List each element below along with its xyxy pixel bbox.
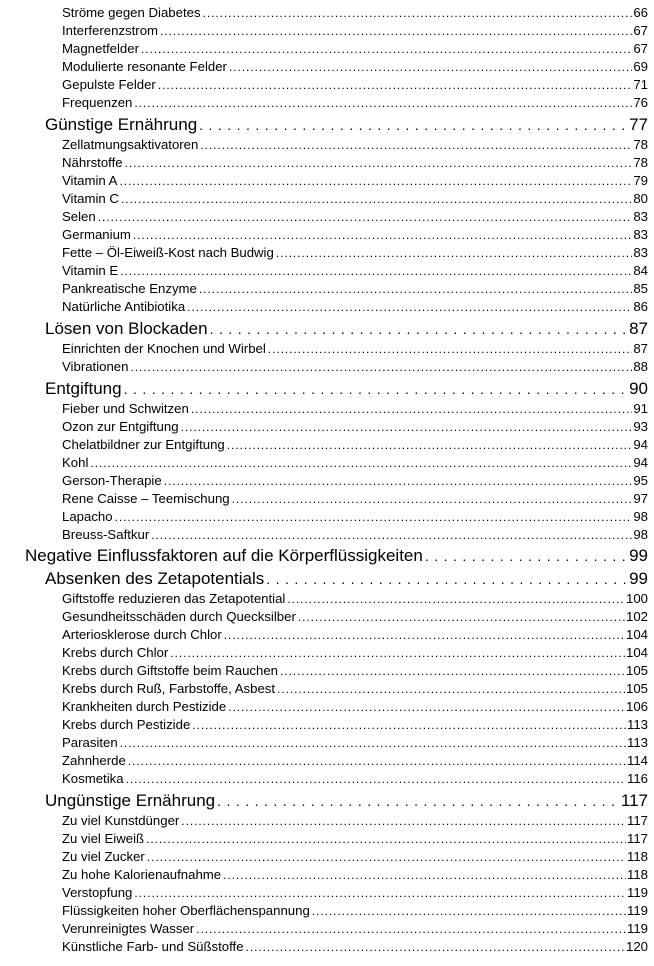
toc-entry-page-number: 69 <box>633 59 648 74</box>
dot-leader <box>126 770 626 788</box>
toc-entry-page-number: 117 <box>626 831 648 846</box>
toc-entry[interactable] <box>45 316 648 340</box>
toc-entry-title: Giftstoffe reduzieren das Zetapotential <box>62 591 286 606</box>
toc-entry-title: Kosmetika <box>62 771 124 786</box>
toc-entry-title: Nährstoffe <box>62 155 123 170</box>
toc-entry-page-number: 118 <box>626 849 648 864</box>
toc-entry[interactable] <box>62 418 648 436</box>
toc-entry-page-number: 116 <box>626 771 648 786</box>
toc-entry[interactable] <box>45 788 648 812</box>
dot-leader <box>277 680 625 698</box>
toc-entry[interactable] <box>62 262 648 280</box>
dot-leader <box>160 22 632 40</box>
toc-entry[interactable] <box>62 526 648 544</box>
toc-entry-page-number: 93 <box>633 419 648 434</box>
toc-entry-title: Gesundheitsschäden durch Quecksilber <box>62 609 296 624</box>
toc-entry-page-number: 83 <box>633 227 648 242</box>
dot-leader <box>181 418 633 436</box>
toc-entry[interactable] <box>62 154 648 172</box>
dot-leader <box>141 40 632 58</box>
toc-entry-title: Gerson-Therapie <box>62 473 162 488</box>
dot-leader <box>227 436 633 454</box>
toc-entry[interactable] <box>62 298 648 316</box>
toc-entry[interactable] <box>62 358 648 376</box>
toc-entry[interactable] <box>62 58 648 76</box>
toc-entry-title: Zellatmungsaktivatoren <box>62 137 199 152</box>
toc-entry[interactable] <box>62 172 648 190</box>
toc-entry-page-number: 67 <box>633 41 648 56</box>
dot-leader <box>121 190 632 208</box>
toc-entry-page-number: 85 <box>633 281 648 296</box>
dot-leader <box>134 884 626 902</box>
table-of-contents <box>0 4 654 956</box>
toc-entry-title: Vibrationen <box>62 359 129 374</box>
toc-entry-page-number: 88 <box>633 359 648 374</box>
toc-entry[interactable] <box>62 608 648 626</box>
toc-entry-title: Vitamin A <box>62 173 118 188</box>
toc-entry-title: Negative Einflussfaktoren auf die Körperflüssigkeiten <box>25 546 423 565</box>
toc-entry[interactable] <box>62 752 648 770</box>
toc-entry-page-number: 102 <box>625 609 648 624</box>
toc-entry-page-number: 119 <box>626 903 648 918</box>
toc-entry-title: Zu hohe Kalorienaufnahme <box>62 867 222 882</box>
toc-entry[interactable] <box>62 938 648 956</box>
toc-entry-page-number: 97 <box>633 491 648 506</box>
toc-entry-title: Interferenzstrom <box>62 23 159 38</box>
toc-entry-title: Chelatbildner zur Entgiftung <box>62 437 225 452</box>
toc-entry-page-number: 117 <box>626 813 648 828</box>
dot-leader <box>170 644 625 662</box>
toc-entry[interactable] <box>62 490 648 508</box>
toc-entry-page-number: 117 <box>620 791 648 810</box>
toc-entry[interactable] <box>25 544 648 566</box>
toc-entry[interactable] <box>62 866 648 884</box>
dot-leader <box>90 454 632 472</box>
toc-entry-page-number: 94 <box>633 437 648 452</box>
toc-entry-page-number: 87 <box>633 341 648 356</box>
toc-entry-title: Zu viel Zucker <box>62 849 145 864</box>
toc-entry[interactable] <box>45 566 648 590</box>
toc-entry-page-number: 119 <box>626 921 648 936</box>
dot-leader <box>268 340 633 358</box>
toc-entry-title: Germanium <box>62 227 131 242</box>
dot-leader <box>115 508 633 526</box>
toc-entry[interactable] <box>62 902 648 920</box>
toc-entry[interactable] <box>62 626 648 644</box>
dot-leader <box>203 4 633 22</box>
dot-leader <box>119 172 632 190</box>
dot-leader <box>134 94 632 112</box>
toc-entry-title: Krebs durch Ruß, Farbstoffe, Asbest <box>62 681 276 696</box>
toc-entry[interactable] <box>62 716 648 734</box>
toc-entry-title: Ozon zur Entgiftung <box>62 419 179 434</box>
dot-leader <box>130 358 632 376</box>
toc-entry-title: Arteriosklerose durch Chlor <box>62 627 222 642</box>
toc-entry[interactable] <box>62 662 648 680</box>
dot-leader <box>217 788 620 812</box>
toc-entry-title: Ströme gegen Diabetes <box>62 5 201 20</box>
toc-entry-title: Künstliche Farb- und Süßstoffe <box>62 939 244 954</box>
toc-entry-title: Verstopfung <box>62 885 133 900</box>
toc-entry[interactable] <box>62 454 648 472</box>
dot-leader <box>133 226 632 244</box>
toc-entry-page-number: 95 <box>633 473 648 488</box>
toc-entry-title: Fette – Öl-Eiweiß-Kost nach Budwig <box>62 245 274 260</box>
toc-entry-page-number: 104 <box>625 627 648 642</box>
toc-entry-page-number: 106 <box>625 699 648 714</box>
toc-entry-title: Frequenzen <box>62 95 133 110</box>
toc-entry[interactable] <box>62 76 648 94</box>
toc-entry[interactable] <box>62 884 648 902</box>
dot-leader <box>228 698 625 716</box>
toc-entry[interactable] <box>62 848 648 866</box>
toc-entry[interactable] <box>62 190 648 208</box>
dot-leader <box>192 716 626 734</box>
toc-entry-title: Fieber und Schwitzen <box>62 401 189 416</box>
toc-entry[interactable] <box>62 94 648 112</box>
dot-leader <box>120 262 632 280</box>
toc-entry-title: Krebs durch Pestizide <box>62 717 191 732</box>
toc-entry-page-number: 99 <box>629 569 648 588</box>
dot-leader <box>280 662 625 680</box>
toc-entry-page-number: 100 <box>625 591 648 606</box>
dot-leader <box>146 830 626 848</box>
dot-leader <box>128 752 626 770</box>
toc-entry-title: Entgiftung <box>45 379 122 398</box>
dot-leader <box>199 280 632 298</box>
toc-entry-page-number: 118 <box>626 867 648 882</box>
dot-leader <box>312 902 626 920</box>
toc-entry[interactable] <box>62 698 648 716</box>
toc-entry[interactable] <box>62 590 648 608</box>
toc-entry-title: Pankreatische Enzyme <box>62 281 197 296</box>
toc-entry-page-number: 83 <box>633 209 648 224</box>
toc-entry[interactable] <box>62 508 648 526</box>
toc-entry[interactable] <box>62 472 648 490</box>
toc-entry-title: Günstige Ernährung <box>45 115 198 134</box>
toc-entry-title: Lösen von Blockaden <box>45 319 208 338</box>
toc-entry[interactable] <box>62 812 648 830</box>
toc-entry-title: Zahnherde <box>62 753 126 768</box>
dot-leader <box>210 316 629 340</box>
dot-leader <box>224 626 625 644</box>
toc-entry[interactable] <box>62 22 648 40</box>
toc-entry-page-number: 105 <box>625 663 648 678</box>
toc-entry-title: Modulierte resonante Felder <box>62 59 227 74</box>
toc-entry-title: Magnetfelder <box>62 41 139 56</box>
dot-leader <box>187 298 632 316</box>
dot-leader <box>200 136 632 154</box>
toc-entry-title: Kohl <box>62 455 89 470</box>
toc-entry-page-number: 119 <box>626 885 648 900</box>
toc-entry-title: Lapacho <box>62 509 113 524</box>
toc-entry-page-number: 90 <box>629 379 648 398</box>
dot-leader <box>229 58 632 76</box>
dot-leader <box>266 566 628 590</box>
toc-entry-page-number: 78 <box>633 137 648 152</box>
toc-entry[interactable] <box>62 644 648 662</box>
toc-entry-page-number: 79 <box>633 173 648 188</box>
toc-entry-title: Flüssigkeiten hoher Oberflächenspannung <box>62 903 310 918</box>
toc-entry-page-number: 66 <box>633 5 648 20</box>
toc-entry[interactable] <box>62 920 648 938</box>
toc-entry[interactable] <box>45 112 648 136</box>
toc-entry-page-number: 83 <box>633 245 648 260</box>
toc-entry-page-number: 76 <box>633 95 648 110</box>
toc-entry[interactable] <box>62 244 648 262</box>
dot-leader <box>298 608 625 626</box>
dot-leader <box>98 208 633 226</box>
toc-entry-title: Parasiten <box>62 735 118 750</box>
toc-entry[interactable] <box>62 680 648 698</box>
dot-leader <box>287 590 625 608</box>
toc-entry[interactable] <box>62 436 648 454</box>
dot-leader <box>147 848 626 866</box>
toc-entry-title: Krankheiten durch Pestizide <box>62 699 227 714</box>
toc-entry-page-number: 105 <box>625 681 648 696</box>
toc-entry-page-number: 86 <box>633 299 648 314</box>
toc-entry[interactable] <box>62 4 648 22</box>
toc-entry[interactable] <box>62 770 648 788</box>
toc-entry-page-number: 99 <box>629 546 648 565</box>
toc-entry[interactable] <box>45 376 648 400</box>
toc-entry[interactable] <box>62 400 648 418</box>
toc-entry-page-number: 113 <box>626 717 648 732</box>
toc-entry-title: Vitamin E <box>62 263 119 278</box>
toc-entry-title: Krebs durch Giftstoffe beim Rauchen <box>62 663 278 678</box>
toc-entry-page-number: 94 <box>633 455 648 470</box>
toc-entry-page-number: 78 <box>633 155 648 170</box>
toc-entry-page-number: 84 <box>633 263 648 278</box>
dot-leader <box>120 734 626 752</box>
toc-entry-page-number: 114 <box>626 753 648 768</box>
toc-entry-page-number: 104 <box>625 645 648 660</box>
toc-entry-title: Selen <box>62 209 96 224</box>
toc-entry-title: Vitamin C <box>62 191 119 206</box>
dot-leader <box>425 544 628 566</box>
dot-leader <box>181 812 626 830</box>
toc-entry-page-number: 113 <box>626 735 648 750</box>
dot-leader <box>232 490 633 508</box>
dot-leader <box>196 920 626 938</box>
toc-entry-page-number: 77 <box>629 115 648 134</box>
dot-leader <box>191 400 633 418</box>
toc-entry[interactable] <box>62 280 648 298</box>
dot-leader <box>158 76 633 94</box>
toc-entry-title: Ungünstige Ernährung <box>45 791 216 810</box>
dot-leader <box>276 244 633 262</box>
dot-leader <box>124 376 629 400</box>
dot-leader <box>164 472 633 490</box>
toc-entry[interactable] <box>62 208 648 226</box>
dot-leader <box>223 866 626 884</box>
toc-entry[interactable] <box>62 40 648 58</box>
toc-entry-title: Zu viel Eiweiß <box>62 831 145 846</box>
toc-entry[interactable] <box>62 734 648 752</box>
toc-entry-title: Einrichten der Knochen und Wirbel <box>62 341 266 356</box>
toc-entry-page-number: 80 <box>633 191 648 206</box>
dot-leader <box>151 526 632 544</box>
toc-entry[interactable] <box>62 340 648 358</box>
toc-entry[interactable] <box>62 136 648 154</box>
toc-entry-title: Absenken des Zetapotentials <box>45 569 265 588</box>
toc-entry-title: Zu viel Kunstdünger <box>62 813 180 828</box>
toc-entry-page-number: 98 <box>633 509 648 524</box>
dot-leader <box>125 154 633 172</box>
toc-entry-page-number: 71 <box>633 77 648 92</box>
toc-entry-page-number: 67 <box>633 23 648 38</box>
toc-entry[interactable] <box>62 226 648 244</box>
toc-entry-title: Krebs durch Chlor <box>62 645 169 660</box>
toc-entry-title: Gepulste Felder <box>62 77 156 92</box>
toc-entry-page-number: 98 <box>633 527 648 542</box>
toc-entry-title: Verunreinigtes Wasser <box>62 921 195 936</box>
dot-leader <box>199 112 628 136</box>
toc-entry-title: Rene Caisse – Teemischung <box>62 491 230 506</box>
dot-leader <box>246 938 625 956</box>
toc-entry-page-number: 91 <box>633 401 648 416</box>
toc-entry-title: Breuss-Saftkur <box>62 527 150 542</box>
toc-entry[interactable] <box>62 830 648 848</box>
toc-entry-page-number: 120 <box>625 939 648 954</box>
toc-entry-title: Natürliche Antibiotika <box>62 299 186 314</box>
toc-entry-page-number: 87 <box>629 319 648 338</box>
